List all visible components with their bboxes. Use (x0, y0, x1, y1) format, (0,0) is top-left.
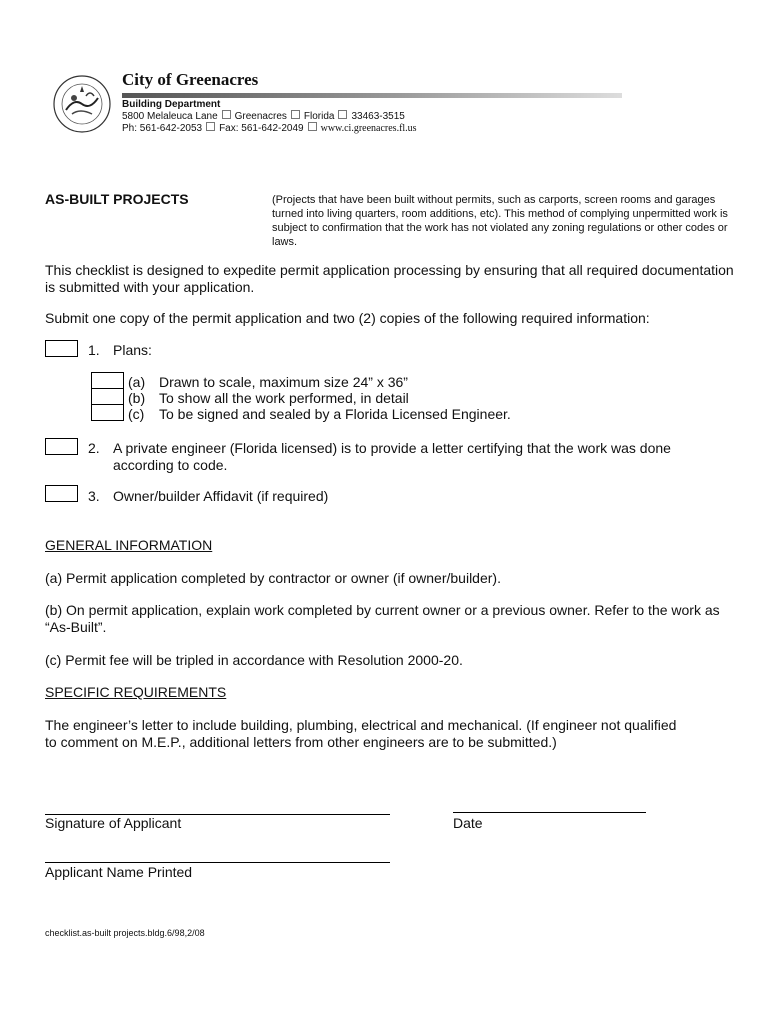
item-number: 3. (88, 488, 100, 504)
department-name: Building Department (122, 99, 221, 110)
separator-box-icon (206, 122, 215, 131)
subitem-text: To show all the work performed, in detail (159, 390, 409, 406)
item-owner-affidavit-text: Owner/builder Affidavit (if required) (113, 488, 329, 504)
subitem-text: To be signed and sealed by a Florida Licensed Engineer. (159, 406, 511, 422)
header-rule (122, 93, 622, 98)
subitem-label: (c) (128, 406, 145, 422)
item-number: 1. (88, 342, 100, 358)
submit-instructions: Submit one copy of the permit application and two (2) copies of the following required information: (45, 310, 650, 326)
signature-label: Signature of Applicant (45, 815, 182, 831)
address-city: Greenacres (234, 111, 287, 122)
contact-line (122, 122, 417, 134)
address-state: Florida (303, 111, 335, 122)
specific-requirements-text: The engineer’s letter to include building, plumbing, electrical and mechanical. (If engineer not qualified to comment on M.E.P., additional letters from other engineers are to be submitted.) (45, 717, 677, 750)
general-item-c: (c) Permit fee will be tripled in accordance with Resolution 2000-20. (45, 652, 463, 668)
city-name: City of Greenacres (122, 70, 259, 89)
address-line (122, 110, 405, 122)
website-link[interactable]: www.ci.greenacres.fl.us (320, 123, 417, 134)
applicant-name-line[interactable] (45, 862, 390, 863)
address-street: 5800 Melaleuca Lane (122, 111, 218, 122)
item-engineer-letter-text: A private engineer (Florida licensed) is to provide a letter certifying that the work was done according to code. (113, 440, 671, 473)
city-seal-logo (52, 74, 112, 134)
checkbox-plans[interactable] (45, 340, 78, 357)
checkbox-plans-a[interactable] (91, 372, 124, 389)
general-information-heading: GENERAL INFORMATION (45, 537, 213, 553)
applicant-name-label: Applicant Name Printed (45, 864, 193, 880)
date-label: Date (453, 815, 483, 831)
checkbox-owner-affidavit[interactable] (45, 485, 78, 502)
phone-number: Ph: 561-642-2053 (122, 123, 203, 134)
document-description: (Projects that have been built without permits, such as carports, screen rooms and garages turned into living quarters, room additions, etc). This method of complying unpermitted work is subject to confirmation that the work has not violated any zoning regulations or other codes or laws. (272, 194, 728, 248)
fax-number: Fax: 561-642-2049 (219, 123, 304, 134)
document-title: AS-BUILT PROJECTS (45, 191, 189, 207)
document-code: checklist.as-built projects.bldg.6/98,2/08 (45, 928, 205, 938)
item-number: 2. (88, 440, 100, 456)
specific-requirements-heading: SPECIFIC REQUIREMENTS (45, 684, 227, 700)
checkbox-plans-c[interactable] (91, 404, 124, 421)
general-item-b: (b) On permit application, explain work completed by current owner or a previous owner. Refer to the work as “As-Built”. (45, 602, 720, 635)
separator-box-icon (291, 110, 300, 119)
intro-paragraph: This checklist is designed to expedite permit application processing by ensuring that all required documentation is submitted with your application. (45, 262, 734, 295)
item-plans-label: Plans: (113, 342, 152, 358)
separator-box-icon (308, 122, 317, 131)
separator-box-icon (338, 110, 347, 119)
subitem-label: (a) (128, 374, 146, 390)
checkbox-plans-b[interactable] (91, 388, 124, 405)
date-line[interactable] (453, 812, 646, 813)
subitem-label: (b) (128, 390, 146, 406)
separator-box-icon (222, 110, 231, 119)
general-item-a: (a) Permit application completed by contractor or owner (if owner/builder). (45, 570, 501, 586)
address-zip: 33463-3515 (351, 111, 405, 122)
subitem-text: Drawn to scale, maximum size 24” x 36” (159, 374, 408, 390)
checkbox-engineer-letter[interactable] (45, 438, 78, 455)
